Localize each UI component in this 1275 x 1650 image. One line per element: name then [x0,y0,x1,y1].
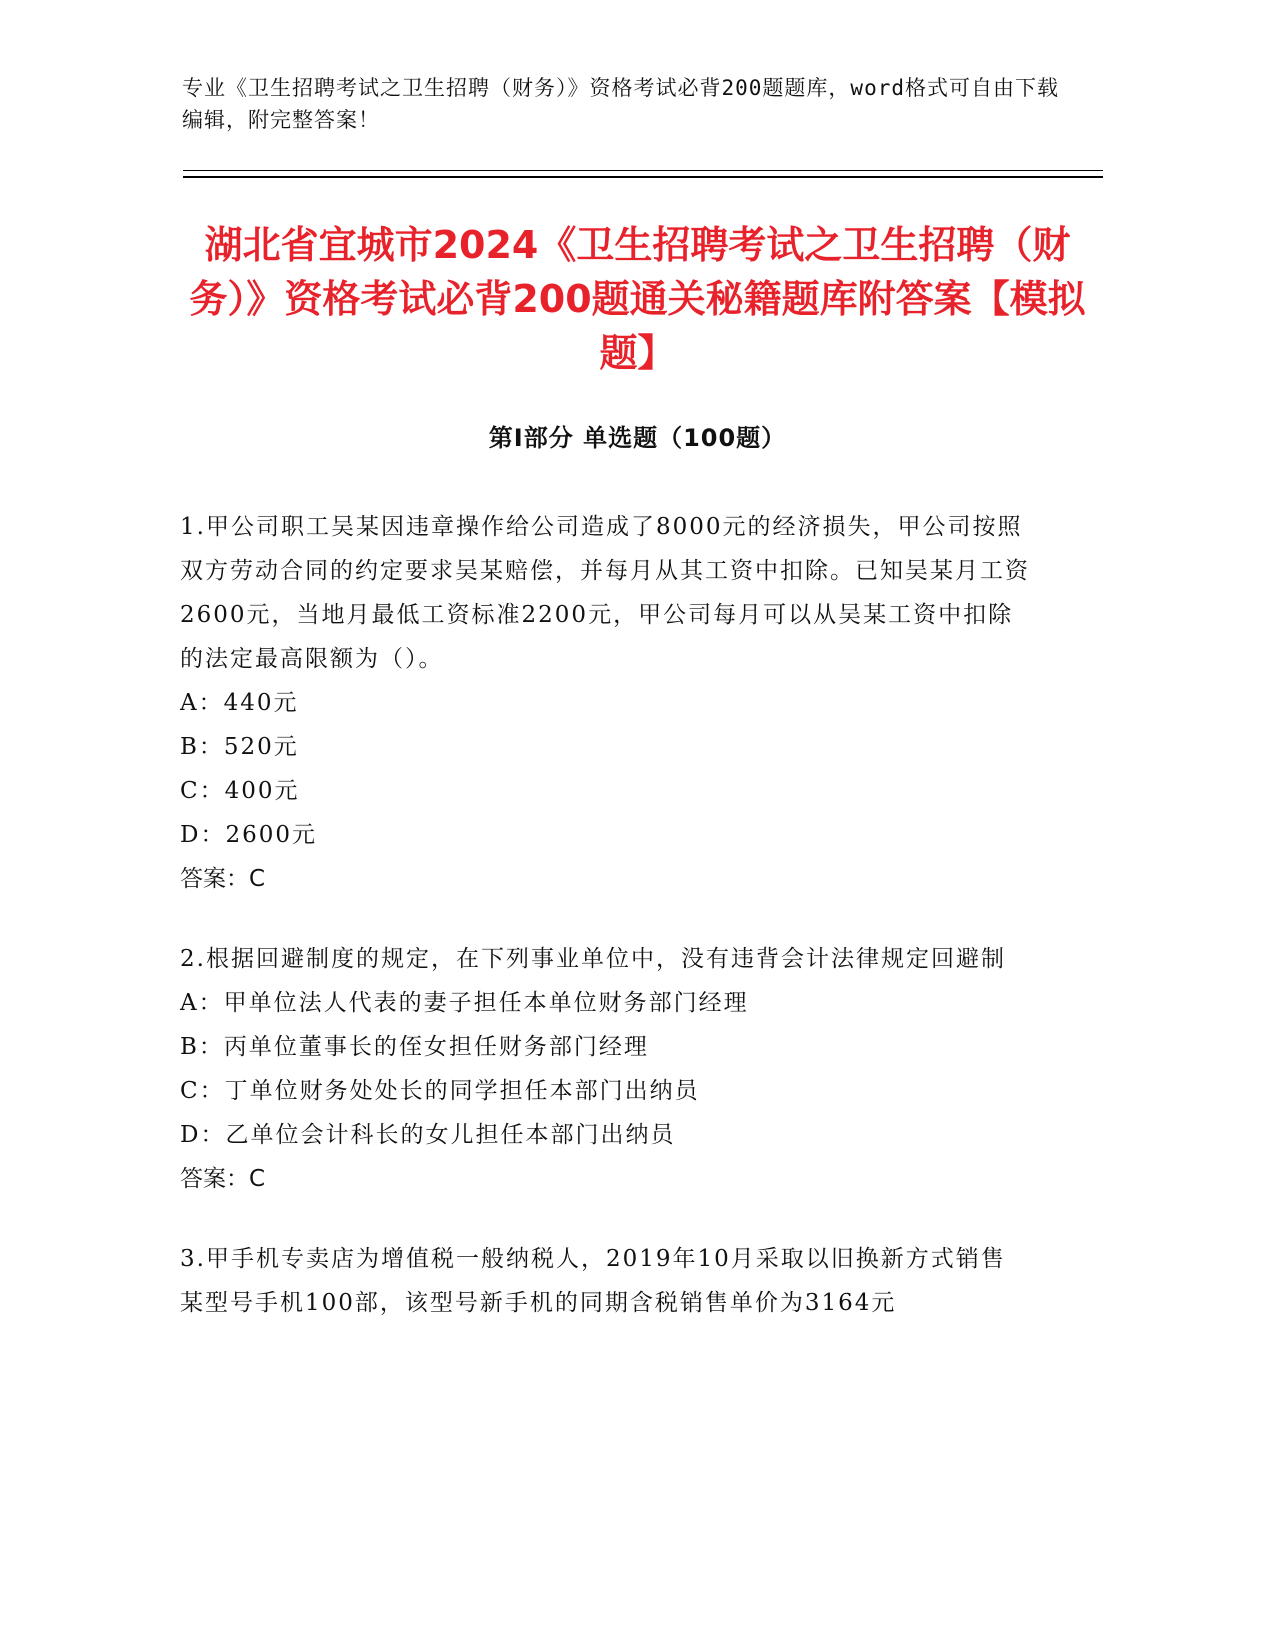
question-list [180,505,1030,1361]
question-stem: 2.根据回避制度的规定，在下列事业单位中，没有违背会计法律规定回避制 [180,946,1006,972]
header-divider-thin [183,170,1103,171]
header-divider-thick [183,176,1103,178]
question-stem: 3.甲手机专卖店为增值税一般纳税人，2019年10月采取以旧换新方式销售某型号手机100部，该型号新手机的同期含税销售单价为3164元 [180,1246,1006,1316]
question-2 [180,937,1030,1201]
option-c: C：丁单位财务处处长的同学担任本部门出纳员 [180,1078,700,1104]
option-d: D：2600元 [180,822,317,848]
question-stem: 1.甲公司职工吴某因违章操作给公司造成了8000元的经济损失，甲公司按照双方劳动合同的约定要求吴某赔偿，并每月从其工资中扣除。已知吴某月工资2600元，当地月最低工资标准2200元，甲公司每月可以从吴某工资中扣除的法定最高限额为（）。 [180,514,1030,672]
question-1 [180,505,1030,901]
section-heading: 第Ⅰ部分 单选题（100题） [488,424,787,452]
option-b: B：520元 [180,734,299,760]
page-header-text: 专业《卫生招聘考试之卫生招聘（财务）》资格考试必背200题题库，word格式可自由下载编辑，附完整答案！ [182,76,1059,132]
option-a: A：440元 [180,690,299,716]
document-title: 湖北省宜城市2024《卫生招聘考试之卫生招聘（财务）》资格考试必背200题通关秘籍题库附答案【模拟题】 [189,223,1086,375]
answer-line: 答案：C [180,1166,266,1192]
answer-line: 答案：C [180,866,266,892]
option-c: C：400元 [180,778,300,804]
option-a: A：甲单位法人代表的妻子担任本单位财务部门经理 [180,990,749,1016]
question-3 [180,1237,1030,1325]
option-b: B：丙单位董事长的侄女担任财务部门经理 [180,1034,649,1060]
option-d: D：乙单位会计科长的女儿担任本部门出纳员 [180,1122,676,1148]
